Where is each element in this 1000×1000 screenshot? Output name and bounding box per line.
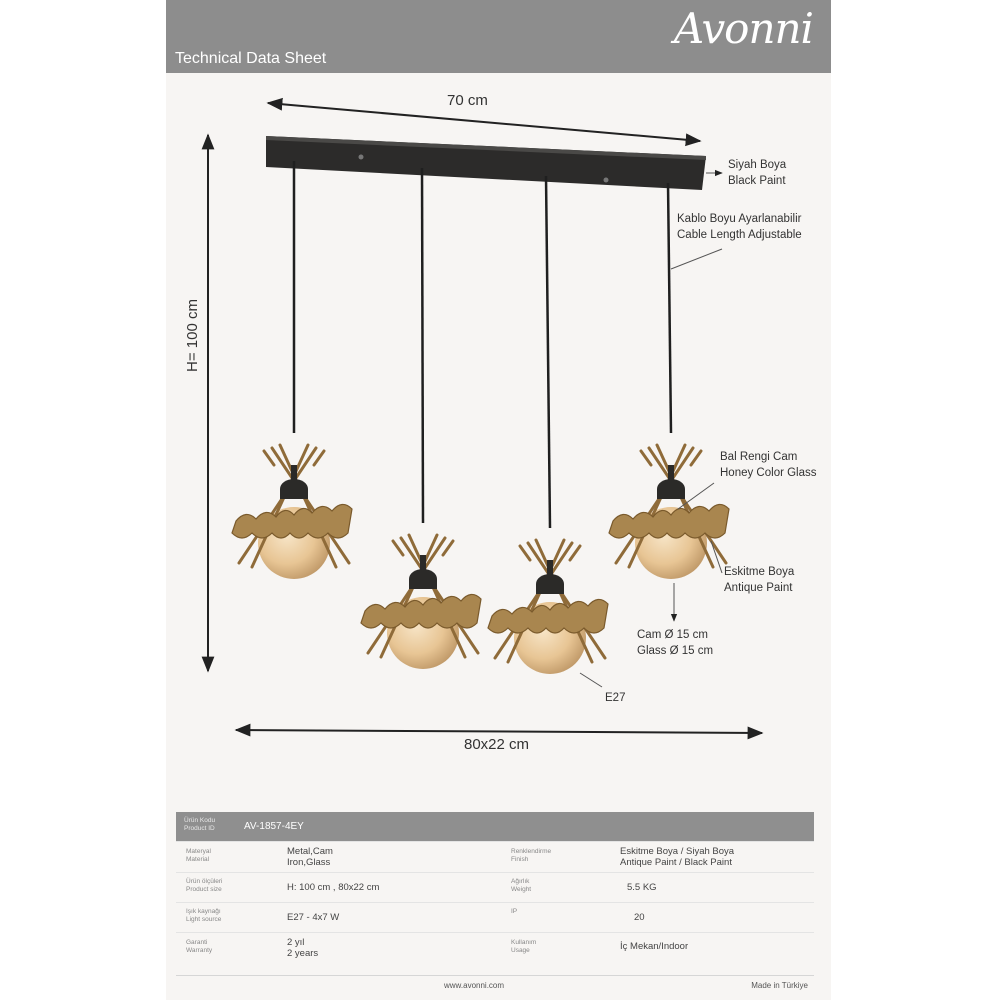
cable-callout-tr: Kablo Boyu Ayarlanabilir (677, 213, 802, 225)
header-bar (166, 0, 831, 73)
spec-label-tr: Materyal (186, 848, 211, 855)
spec-value-line1: H: 100 cm , 80x22 cm (287, 882, 380, 893)
paint-callout (728, 157, 786, 189)
product-id-label-tr: Ürün Kodu (184, 817, 216, 824)
spec-table (176, 812, 814, 966)
product-id-value: AV-1857-4EY (244, 821, 304, 832)
glass-color-callout (720, 449, 817, 481)
glass-size-callout-en: Glass Ø 15 cm (637, 645, 714, 657)
spec-label-tr: Garanti (186, 939, 208, 946)
spec-label-en: Finish (511, 856, 529, 863)
spec-label (511, 848, 551, 864)
spec-value (287, 846, 333, 868)
cable-callout (677, 211, 802, 243)
spec-label-en: Product size (186, 886, 222, 893)
spec-value (620, 941, 688, 952)
spec-value (287, 912, 339, 923)
glass-color-callout-tr: Bal Rengi Cam (720, 451, 798, 463)
finish-callout (724, 564, 794, 596)
spec-label (186, 878, 223, 894)
glass-size-callout (637, 627, 713, 659)
cable-callout-en: Cable Length Adjustable (677, 229, 802, 241)
spec-value-line1: E27 - 4x7 W (287, 912, 340, 923)
brand-logo: Avonni (673, 4, 813, 53)
page-title: Technical Data Sheet (175, 50, 327, 67)
socket-callout: E27 (605, 692, 626, 704)
spec-label (186, 908, 221, 924)
finish-callout-tr: Eskitme Boya (724, 566, 795, 578)
height-label: H= 100 cm (184, 299, 201, 372)
finish-callout-en: Antique Paint (724, 582, 793, 594)
spec-label-en: Usage (511, 947, 530, 954)
spec-label-en: Weight (511, 886, 532, 893)
spec-label-tr: Ağırlık (511, 878, 530, 885)
paint-callout-en: Black Paint (728, 175, 786, 187)
spec-label-tr: Işık kaynağı (186, 908, 221, 915)
spec-value-line1: 5.5 KG (627, 882, 657, 893)
spec-value-line2: 2 years (287, 948, 319, 959)
top-width-label: 70 cm (447, 92, 488, 109)
bottom-width-label: 80x22 cm (464, 736, 530, 753)
glass-color-callout-en: Honey Color Glass (720, 467, 817, 479)
product-id-label (184, 817, 215, 833)
spec-label-en: Warranty (186, 947, 213, 954)
spec-label (511, 939, 536, 955)
spec-value-line1: Metal,Cam (287, 846, 333, 857)
spec-value-line1: 20 (634, 912, 645, 923)
spec-label (511, 908, 517, 916)
spec-value-line1: İç Mekan/Indoor (620, 941, 689, 952)
spec-value-line1: Eskitme Boya / Siyah Boya (620, 846, 735, 857)
spec-value (634, 912, 645, 923)
paint-callout-tr: Siyah Boya (728, 159, 787, 171)
spec-label-tr: Ürün ölçüleri (186, 878, 223, 885)
spec-value (627, 882, 657, 893)
spec-row-light (176, 903, 814, 933)
footer-made-in: Made in Türkiye (751, 981, 808, 990)
spec-row-size (176, 873, 814, 903)
spec-label (511, 878, 531, 894)
spec-value (620, 846, 734, 868)
footer-website: www.avonni.com (444, 981, 505, 990)
spec-label-tr: Kullanım (511, 939, 537, 946)
spec-label-tr: Renklendirme (511, 848, 552, 855)
spec-row-material (176, 842, 814, 873)
spec-value-line1: 2 yıl (287, 937, 305, 948)
glass-size-callout-tr: Cam Ø 15 cm (637, 629, 708, 641)
spec-label-en: Light source (186, 916, 222, 923)
spec-label (186, 939, 212, 955)
spec-label (186, 848, 211, 864)
product-id-label-en: Product ID (184, 825, 215, 832)
spec-label-en: Material (186, 856, 210, 863)
product-id-row (176, 812, 814, 842)
spec-row-warranty (176, 933, 814, 966)
footer (176, 975, 814, 993)
spec-label-tr: IP (511, 908, 518, 915)
spec-value-line2: Antique Paint / Black Paint (620, 857, 732, 868)
spec-value (287, 882, 379, 893)
spec-value (287, 937, 318, 959)
spec-value-line2: Iron,Glass (287, 857, 331, 868)
